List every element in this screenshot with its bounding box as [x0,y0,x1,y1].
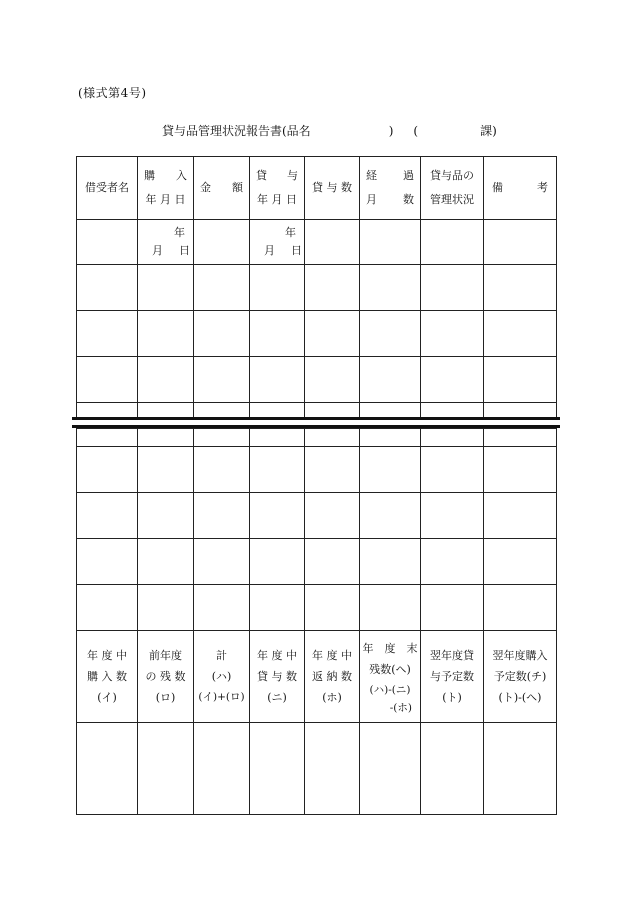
form-number: (様式第4号) [78,86,147,100]
table-row [77,265,557,311]
header-management-status: 貸与品の 管理状況 [421,157,484,220]
purchase-date-cell[interactable]: 年 月 日 [138,220,194,265]
header-amount: 金 額 [194,157,250,220]
summary-header-row [77,631,557,723]
table-row [77,357,557,403]
header-purchases-in-year: 年 度 中 購 入 数 (イ) [77,631,138,723]
table-row [77,220,557,265]
document-title [162,122,497,139]
table-break-line [72,417,560,420]
header-previous-balance: 前年度 の 残 数 (ロ) [138,631,194,723]
header-next-year-purchase-plan: 翌年度購入 予定数(チ) (ト)-(ヘ) [484,631,557,723]
table-row [77,311,557,357]
header-elapsed-months: 経 過 月 数 [360,157,421,220]
table-row [77,539,557,585]
title-close-paren: ) [388,124,394,138]
header-loan-date: 貸 与 年 月 日 [250,157,305,220]
header-loans-in-year: 年 度 中 貸 与 数 (ニ) [250,631,305,723]
table-row [77,429,557,447]
header-purchase-date: 購 入 年 月 日 [138,157,194,220]
header-returns-in-year: 年 度 中 返 納 数 (ホ) [305,631,360,723]
upper-header-row [77,157,557,220]
table-row [77,403,557,418]
loan-date-cell[interactable]: 年 月 日 [250,220,305,265]
table-row [77,447,557,493]
title-dept-suffix: 課) [480,124,497,138]
loan-items-table [76,156,557,418]
header-total: 計 (ハ) (イ)+(ロ) [194,631,250,723]
annual-summary-table [76,428,557,815]
table-row [77,585,557,631]
title-open-paren: ( [413,124,419,138]
table-row [77,493,557,539]
header-year-end-balance: 年 度 末 残数(ヘ) (ハ)-(ニ) -(ホ) [360,631,421,723]
header-next-year-loan-plan: 翌年度貸 与予定数 (ト) [421,631,484,723]
title-main: 貸与品管理状況報告書(品名 [162,124,311,138]
header-loan-count: 貸 与 数 [305,157,360,220]
header-remarks: 備 考 [484,157,557,220]
header-borrower-name: 借受者名 [77,157,138,220]
summary-input-row [77,723,557,815]
